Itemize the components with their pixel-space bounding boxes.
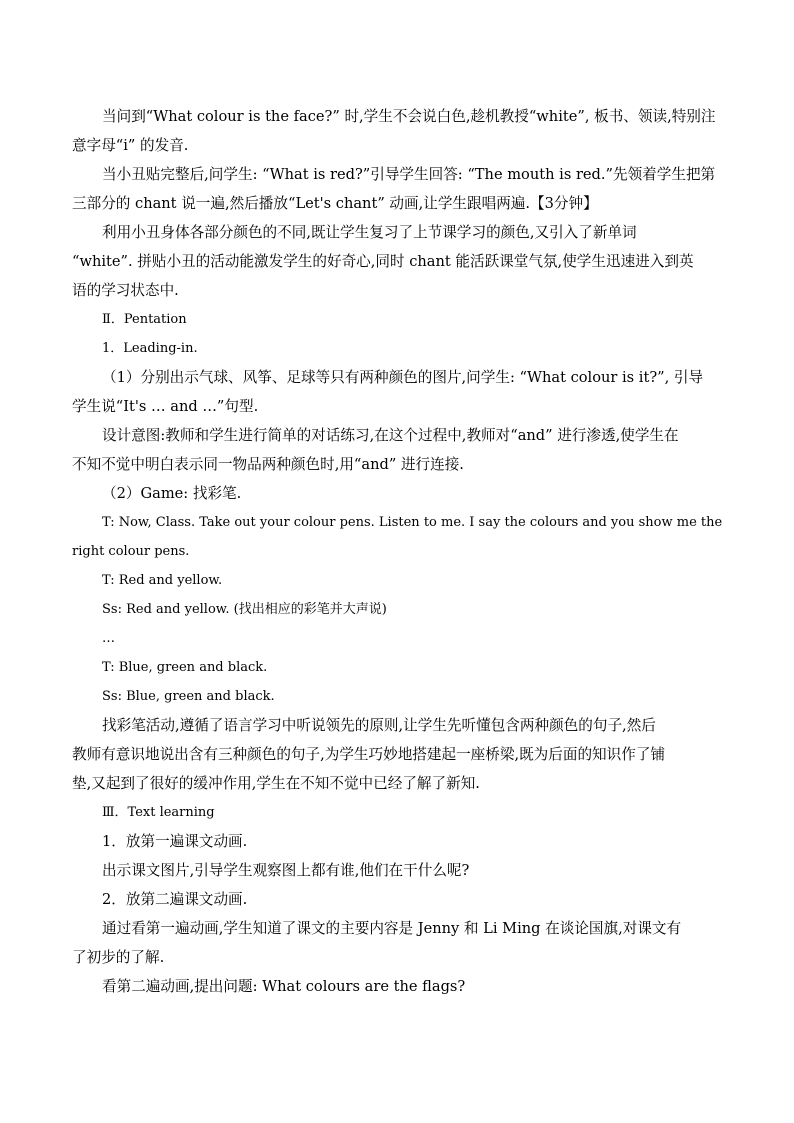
text-line: （2）Game: 找彩笔.: [102, 485, 242, 502]
text-line: 教师有意识地说出含有三种颜色的句子,为学生巧妙地搭建起一座桥梁,既为后面的知识作了铺: [72, 746, 666, 763]
subsection-heading: 1．放第一遍课文动画.: [102, 833, 248, 850]
text-line: 三部分的 chant 说一遍,然后播放“Let's chant” 动画,让学生跟唱两遍.【3分钟】: [72, 195, 598, 212]
dialogue-line: Ss: Blue, green and black.: [102, 689, 275, 704]
text-line: “white”. 拼贴小丑的活动能激发学生的好奇心,同时 chant 能活跃课堂气氛,使学生迅速进入到英: [72, 253, 694, 270]
text-line: 出示课文图片,引导学生观察图上都有谁,他们在干什么呢?: [102, 862, 470, 879]
dialogue-line: T: Blue, green and black.: [102, 660, 268, 675]
text-line: 看第二遍动画,提出问题: What colours are the flags?: [102, 978, 466, 995]
text-line: 当小丑贴完整后,问学生: “What is red?”引导学生回答: “The mouth is red.”先领着学生把第: [102, 166, 716, 183]
text-line: （1）分别出示气球、风筝、足球等只有两种颜色的图片,问学生: “What colour is it?”, 引导: [102, 369, 704, 386]
text-line: 语的学习状态中.: [72, 282, 179, 299]
subsection-heading: 2．放第二遍课文动画.: [102, 891, 248, 908]
text-line: 设计意图:教师和学生进行简单的对话练习,在这个过程中,教师对“and” 进行渗透,使学生在: [102, 427, 679, 444]
dialogue-line: T: Red and yellow.: [102, 573, 223, 588]
text-line: 找彩笔活动,遵循了语言学习中听说领先的原则,让学生先听懂包含两种颜色的句子,然后: [102, 717, 656, 734]
subsection-heading: 1．Leading-in.: [102, 341, 198, 356]
dialogue-line: right colour pens.: [72, 544, 190, 559]
lesson-plan-text: [72, 102, 722, 1001]
text-line: 不知不觉中明白表示同一物品两种颜色时,用“and” 进行连接.: [72, 456, 464, 473]
text-line: 利用小丑身体各部分颜色的不同,既让学生复习了上节课学习的颜色,又引入了新单词: [102, 224, 637, 241]
text-line: 了初步的了解.: [72, 949, 165, 966]
text-line: 通过看第一遍动画,学生知道了课文的主要内容是 Jenny 和 Li Ming 在谈论国旗,对课文有: [102, 920, 682, 937]
text-line: 当问到“What colour is the face?” 时,学生不会说白色,趁机教授“white”, 板书、领读,特别注: [102, 108, 716, 125]
ellipsis-line: …: [102, 631, 115, 646]
text-line: 学生说“It's … and …”句型.: [72, 398, 259, 415]
text-line: 垫,又起到了很好的缓冲作用,学生在不知不觉中已经了解了新知.: [72, 775, 480, 792]
section-heading: Ⅲ．Text learning: [102, 805, 215, 820]
text-line: 意字母“i” 的发音.: [72, 137, 189, 154]
dialogue-line: T: Now, Class. Take out your colour pens. Listen to me. I say the colours and you show me the: [102, 515, 723, 530]
section-heading: Ⅱ．Pentation: [102, 312, 187, 327]
dialogue-line: Ss: Red and yellow. (找出相应的彩笔并大声说): [102, 602, 387, 617]
